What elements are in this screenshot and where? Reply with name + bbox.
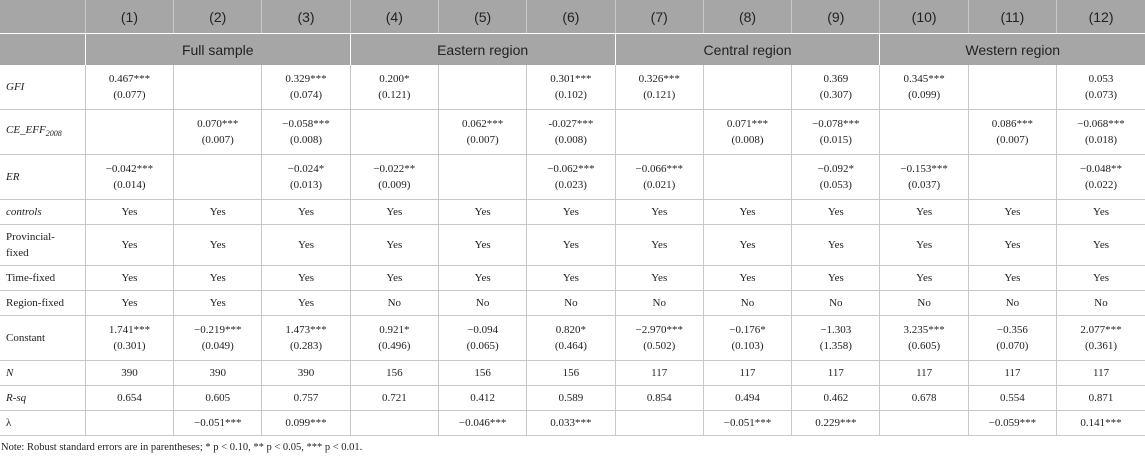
- value-cell: 0.654: [85, 386, 173, 411]
- coefficient: 0.467***: [108, 73, 151, 85]
- value-cell: 117: [1057, 361, 1145, 386]
- coefficient: −0.078***: [812, 118, 860, 130]
- column-header: (1): [85, 0, 173, 34]
- value-cell: Yes: [527, 200, 615, 225]
- row-label: Time-fixed: [0, 266, 85, 291]
- value-cell: Yes: [615, 266, 703, 291]
- coef-cell: [262, 155, 350, 200]
- table-row: [0, 155, 1145, 200]
- standard-error: (0.283): [290, 340, 323, 352]
- table-row: [0, 225, 1145, 266]
- row-label: λ: [0, 411, 85, 436]
- row-label-line: fixed: [6, 247, 29, 259]
- value-cell: 0.589: [527, 386, 615, 411]
- standard-error: (0.121): [378, 89, 411, 101]
- coef-cell: [350, 155, 438, 200]
- value-cell: Yes: [174, 225, 262, 266]
- row-label: GFI: [0, 65, 85, 110]
- value-cell: Yes: [968, 200, 1056, 225]
- standard-error: (0.307): [819, 89, 852, 101]
- coef-cell: [792, 316, 880, 361]
- value-cell: Yes: [350, 225, 438, 266]
- corner-cell: [0, 34, 85, 66]
- coefficient: 0.369: [823, 73, 849, 85]
- standard-error: (0.007): [466, 134, 499, 146]
- coef-cell: [262, 65, 350, 110]
- value-cell: Yes: [527, 266, 615, 291]
- coef-cell: [438, 65, 526, 110]
- coefficient: 0.071***: [726, 118, 769, 130]
- coefficient: −1.303: [820, 324, 852, 336]
- group-header: Western region: [880, 34, 1145, 66]
- standard-error: (0.049): [201, 340, 234, 352]
- coef-cell: [438, 316, 526, 361]
- standard-error: (0.301): [113, 340, 146, 352]
- coef-cell: [703, 65, 791, 110]
- value-cell: 117: [792, 361, 880, 386]
- value-cell: [350, 411, 438, 436]
- coef-cell: [527, 155, 615, 200]
- coefficient: 0.921*: [379, 324, 410, 336]
- row-label: Region-fixed: [0, 291, 85, 316]
- coef-cell: [703, 316, 791, 361]
- coef-cell: [1057, 155, 1145, 200]
- standard-error: (0.009): [378, 179, 411, 191]
- coef-cell: [1057, 65, 1145, 110]
- value-cell: 156: [350, 361, 438, 386]
- standard-error: (0.065): [466, 340, 499, 352]
- value-cell: 0.229***: [792, 411, 880, 436]
- standard-error: (0.037): [908, 179, 941, 191]
- table-row: [0, 266, 1145, 291]
- value-cell: Yes: [880, 266, 968, 291]
- table-row: [0, 361, 1145, 386]
- value-cell: Yes: [792, 200, 880, 225]
- coefficient: -0.027***: [548, 118, 594, 130]
- coefficient: 0.062***: [462, 118, 504, 130]
- coefficient: 0.326***: [638, 73, 680, 85]
- value-cell: −0.051***: [703, 411, 791, 436]
- standard-error: (0.103): [731, 340, 764, 352]
- value-cell: Yes: [527, 225, 615, 266]
- value-cell: Yes: [968, 225, 1056, 266]
- column-number-row: [0, 0, 1145, 34]
- value-cell: 117: [615, 361, 703, 386]
- coefficient: −0.094: [467, 324, 499, 336]
- table-row: [0, 386, 1145, 411]
- coef-cell: [438, 155, 526, 200]
- value-cell: Yes: [174, 291, 262, 316]
- column-header: (10): [880, 0, 968, 34]
- column-header: (8): [703, 0, 791, 34]
- coefficient: −0.042***: [105, 163, 154, 175]
- coef-cell: [615, 65, 703, 110]
- coef-cell: [1057, 316, 1145, 361]
- coef-cell: [968, 65, 1056, 110]
- coefficient: 0.070***: [197, 118, 239, 130]
- standard-error: (0.496): [378, 340, 411, 352]
- standard-error: (0.008): [290, 134, 323, 146]
- column-header: (3): [262, 0, 350, 34]
- coef-cell: [615, 316, 703, 361]
- value-cell: No: [438, 291, 526, 316]
- value-cell: [880, 411, 968, 436]
- standard-error: (0.008): [554, 134, 587, 146]
- coef-cell: [968, 155, 1056, 200]
- coef-cell: [968, 316, 1056, 361]
- row-label: [0, 110, 85, 155]
- coef-cell: [350, 65, 438, 110]
- value-cell: Yes: [262, 200, 350, 225]
- column-header: (11): [968, 0, 1056, 34]
- coefficient: 0.200*: [379, 73, 410, 85]
- column-header: (7): [615, 0, 703, 34]
- coefficient: −0.219***: [194, 324, 242, 336]
- coef-cell: [527, 316, 615, 361]
- row-label: N: [0, 361, 85, 386]
- standard-error: (0.074): [290, 89, 323, 101]
- column-header: (2): [174, 0, 262, 34]
- standard-error: (0.070): [996, 340, 1029, 352]
- value-cell: Yes: [615, 200, 703, 225]
- coef-cell: [438, 110, 526, 155]
- group-header: Central region: [615, 34, 880, 66]
- coef-cell: [792, 155, 880, 200]
- coef-cell: [968, 110, 1056, 155]
- value-cell: 0.605: [174, 386, 262, 411]
- value-cell: No: [1057, 291, 1145, 316]
- standard-error: (0.464): [554, 340, 587, 352]
- group-header: Eastern region: [350, 34, 615, 66]
- value-cell: Yes: [85, 266, 173, 291]
- row-label-main: CE_EFF: [6, 123, 46, 136]
- value-cell: 0.141***: [1057, 411, 1145, 436]
- value-cell: 390: [262, 361, 350, 386]
- value-cell: No: [350, 291, 438, 316]
- value-cell: 0.462: [792, 386, 880, 411]
- table-row: [0, 291, 1145, 316]
- standard-error: (0.014): [113, 179, 146, 191]
- value-cell: 117: [968, 361, 1056, 386]
- row-label-subscript: 2008: [45, 129, 62, 139]
- value-cell: Yes: [703, 200, 791, 225]
- standard-error: (0.007): [201, 134, 234, 146]
- coefficient: −0.176*: [729, 324, 766, 336]
- standard-error: (0.099): [908, 89, 941, 101]
- value-cell: Yes: [703, 266, 791, 291]
- value-cell: 0.678: [880, 386, 968, 411]
- value-cell: No: [703, 291, 791, 316]
- coefficient: 2.077***: [1080, 324, 1122, 336]
- coef-cell: [262, 110, 350, 155]
- standard-error: (0.077): [113, 89, 146, 101]
- value-cell: −0.046***: [438, 411, 526, 436]
- coefficient: −0.062***: [547, 163, 595, 175]
- column-header: (4): [350, 0, 438, 34]
- column-header: (6): [527, 0, 615, 34]
- standard-error: (0.022): [1084, 179, 1118, 191]
- coef-cell: [615, 110, 703, 155]
- value-cell: Yes: [350, 200, 438, 225]
- coef-cell: [1057, 110, 1145, 155]
- standard-error: (0.502): [643, 340, 676, 352]
- table-row: [0, 200, 1145, 225]
- value-cell: −0.051***: [174, 411, 262, 436]
- value-cell: Yes: [350, 266, 438, 291]
- value-cell: Yes: [438, 225, 526, 266]
- value-cell: Yes: [1057, 266, 1145, 291]
- coef-cell: [527, 110, 615, 155]
- coef-cell: [174, 110, 262, 155]
- coefficient: −2.970***: [635, 324, 683, 336]
- coef-cell: [85, 155, 173, 200]
- coef-cell: [174, 65, 262, 110]
- coefficient: 0.086***: [991, 118, 1034, 130]
- value-cell: 0.033***: [527, 411, 615, 436]
- value-cell: Yes: [174, 200, 262, 225]
- coefficient: 0.820*: [555, 324, 587, 336]
- row-label: ER: [0, 155, 85, 200]
- coefficient: 3.235***: [903, 324, 945, 336]
- column-header: (12): [1057, 0, 1145, 34]
- value-cell: Yes: [262, 291, 350, 316]
- value-cell: 390: [85, 361, 173, 386]
- coef-cell: [262, 316, 350, 361]
- coefficient: −0.356: [996, 324, 1028, 336]
- value-cell: Yes: [1057, 225, 1145, 266]
- coef-cell: [880, 110, 968, 155]
- column-header: (5): [438, 0, 526, 34]
- table-row: [0, 110, 1145, 155]
- value-cell: −0.059***: [968, 411, 1056, 436]
- coefficient: −0.153***: [900, 163, 948, 175]
- value-cell: Yes: [968, 266, 1056, 291]
- value-cell: 117: [880, 361, 968, 386]
- value-cell: 0.554: [968, 386, 1056, 411]
- value-cell: 0.854: [615, 386, 703, 411]
- coef-cell: [615, 155, 703, 200]
- coef-cell: [880, 155, 968, 200]
- coef-cell: [85, 110, 173, 155]
- value-cell: Yes: [85, 291, 173, 316]
- standard-error: (0.361): [1084, 340, 1118, 352]
- value-cell: Yes: [615, 225, 703, 266]
- value-cell: Yes: [880, 225, 968, 266]
- value-cell: Yes: [174, 266, 262, 291]
- coef-cell: [174, 316, 262, 361]
- coefficient: −0.066***: [635, 163, 683, 175]
- coefficient: 0.329***: [285, 73, 327, 85]
- value-cell: No: [792, 291, 880, 316]
- table-row: [0, 316, 1145, 361]
- standard-error: (0.021): [643, 179, 676, 191]
- column-header: (9): [792, 0, 880, 34]
- row-label: R-sq: [0, 386, 85, 411]
- coefficient: 1.741***: [108, 324, 151, 336]
- table-row: [0, 65, 1145, 110]
- standard-error: (0.013): [290, 179, 323, 191]
- value-cell: Yes: [792, 225, 880, 266]
- value-cell: Yes: [262, 266, 350, 291]
- value-cell: No: [615, 291, 703, 316]
- coef-cell: [703, 110, 791, 155]
- standard-error: (0.121): [643, 89, 676, 101]
- coef-cell: [350, 316, 438, 361]
- coefficient: −0.024*: [287, 163, 325, 175]
- coef-cell: [703, 155, 791, 200]
- standard-error: (0.015): [819, 134, 852, 146]
- value-cell: Yes: [1057, 200, 1145, 225]
- value-cell: Yes: [85, 200, 173, 225]
- value-cell: [85, 411, 173, 436]
- value-cell: 156: [438, 361, 526, 386]
- coef-cell: [350, 110, 438, 155]
- coef-cell: [174, 155, 262, 200]
- corner-cell: [0, 0, 85, 34]
- value-cell: 0.757: [262, 386, 350, 411]
- standard-error: (1.358): [819, 340, 852, 352]
- coefficient: 1.473***: [285, 324, 327, 336]
- coef-cell: [792, 110, 880, 155]
- value-cell: 117: [703, 361, 791, 386]
- value-cell: 0.412: [438, 386, 526, 411]
- row-label-line: Provincial-: [6, 231, 55, 243]
- standard-error: (0.008): [731, 134, 764, 146]
- value-cell: 156: [527, 361, 615, 386]
- value-cell: 0.871: [1057, 386, 1145, 411]
- coef-cell: [527, 65, 615, 110]
- coef-cell: [85, 316, 173, 361]
- value-cell: 0.494: [703, 386, 791, 411]
- standard-error: (0.053): [819, 179, 852, 191]
- value-cell: No: [527, 291, 615, 316]
- value-cell: No: [968, 291, 1056, 316]
- value-cell: 0.099***: [262, 411, 350, 436]
- value-cell: Yes: [880, 200, 968, 225]
- value-cell: Yes: [438, 266, 526, 291]
- value-cell: Yes: [262, 225, 350, 266]
- row-label: controls: [0, 200, 85, 225]
- coefficient: −0.022**: [373, 163, 416, 175]
- coefficient: −0.058***: [282, 118, 330, 130]
- group-header-row: [0, 34, 1145, 66]
- coefficient: 0.053: [1088, 73, 1114, 85]
- row-label: Constant: [0, 316, 85, 361]
- value-cell: 390: [174, 361, 262, 386]
- value-cell: [615, 411, 703, 436]
- standard-error: (0.073): [1084, 89, 1118, 101]
- coefficient: 0.301***: [550, 73, 592, 85]
- value-cell: 0.721: [350, 386, 438, 411]
- value-cell: No: [880, 291, 968, 316]
- standard-error: (0.018): [1084, 134, 1118, 146]
- group-header: Full sample: [85, 34, 350, 66]
- standard-error: (0.007): [996, 134, 1029, 146]
- coef-cell: [792, 65, 880, 110]
- coef-cell: [880, 65, 968, 110]
- table-row: [0, 411, 1145, 436]
- value-cell: Yes: [703, 225, 791, 266]
- value-cell: Yes: [438, 200, 526, 225]
- coefficient: 0.345***: [903, 73, 945, 85]
- row-label: [0, 225, 85, 266]
- coefficient: −0.068***: [1077, 118, 1125, 130]
- coefficient: −0.092*: [817, 163, 855, 175]
- coef-cell: [880, 316, 968, 361]
- standard-error: (0.023): [554, 179, 587, 191]
- coef-cell: [85, 65, 173, 110]
- value-cell: Yes: [792, 266, 880, 291]
- standard-error: (0.102): [554, 89, 587, 101]
- table-note: Note: Robust standard errors are in parentheses; * p < 0.10, ** p < 0.05, *** p < 0.01.: [1, 442, 363, 453]
- standard-error: (0.605): [908, 340, 941, 352]
- coefficient: −0.048**: [1080, 163, 1123, 175]
- value-cell: Yes: [85, 225, 173, 266]
